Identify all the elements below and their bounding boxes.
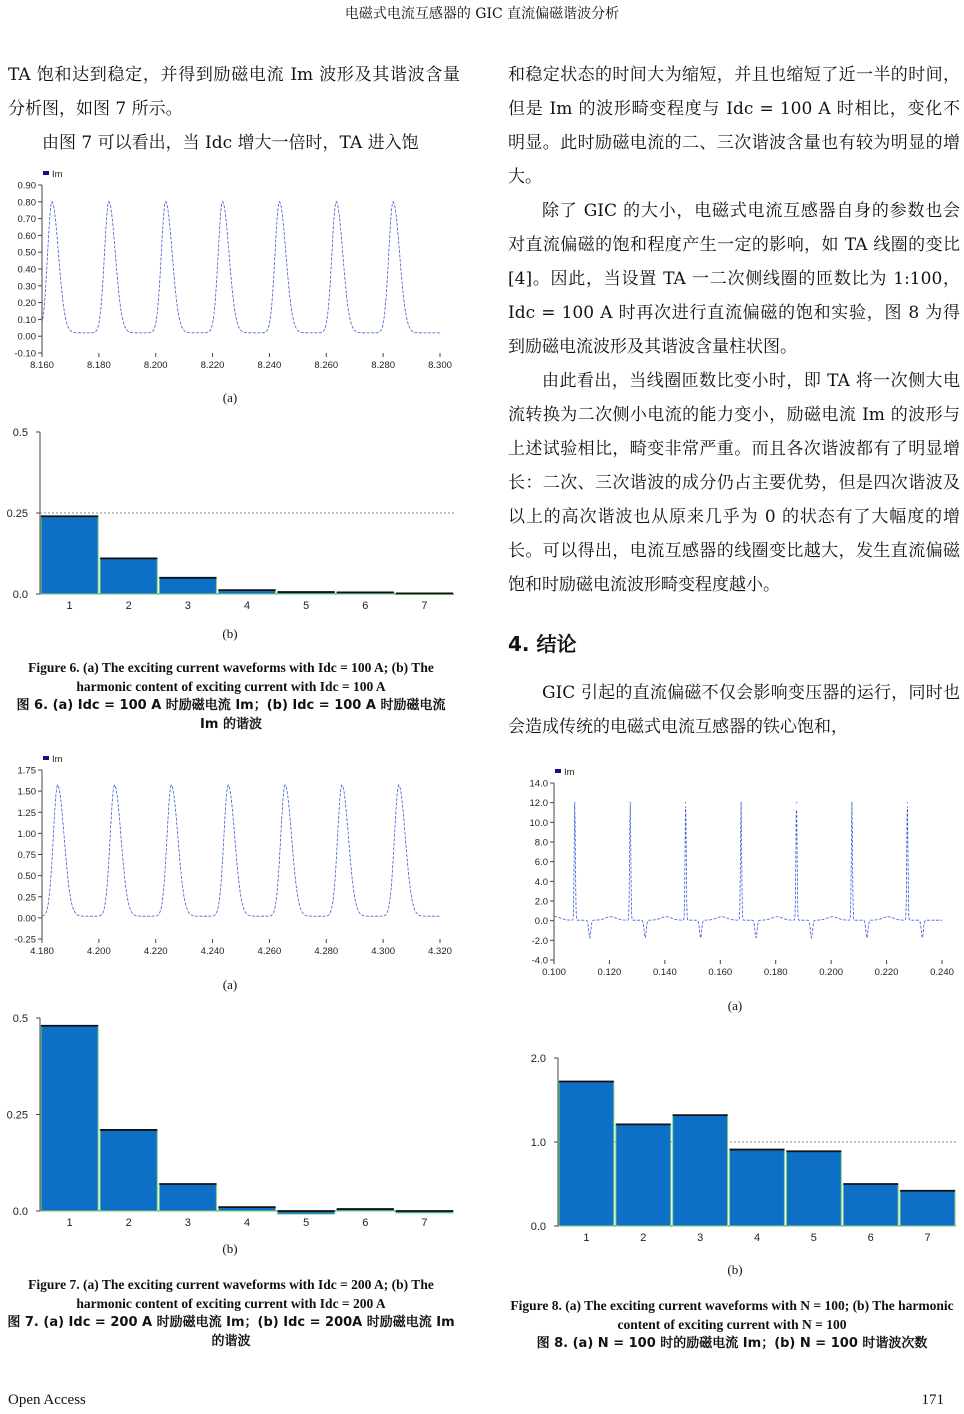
y-tick-label: 0.75 [17, 850, 36, 861]
y-tick-label: 10.0 [529, 817, 548, 829]
harmonic-bar [41, 516, 98, 594]
x-tick-label: 0.140 [652, 967, 677, 978]
legend-label: Im [564, 768, 575, 778]
x-tick-label: 4.240 [200, 946, 225, 957]
waveform-peak [114, 785, 115, 786]
x-tick-label: 3 [697, 1232, 704, 1244]
figure-8b-label: (b) [727, 1262, 743, 1277]
y-tick-label: -4.0 [531, 955, 548, 967]
figure-7-caption-zh: 图 7. (a) Idc = 200 A 时励磁电流 Im；(b) Idc = 200A 时励磁电流 Im 的谐波 [7, 1315, 455, 1349]
x-tick-label: 1 [66, 600, 73, 612]
y-tick-label: 2.0 [530, 1053, 546, 1065]
waveform-peak [51, 201, 52, 202]
waveform-peak [392, 201, 393, 202]
figure-6-caption-zh: 图 6. (a) Idc = 100 A 时励磁电流 Im；(b) Idc = 100 A 时励磁电流 Im 的谐波 [16, 698, 446, 732]
y-tick-label: 0.20 [17, 298, 36, 310]
waveform-peak [222, 201, 223, 202]
x-tick-label: 0.220 [874, 967, 899, 978]
y-tick-label: -0.10 [14, 348, 36, 360]
y-tick-label: 0.40 [17, 264, 36, 276]
right-paragraph-2: 除了 GIC 的大小，电磁式电流互感器自身的参数也会对直流偏磁的饱和程度产生一定的影响，如 TA 线圈的变比[4]。因此，当设置 TA 一二次侧线圈的匝数比为 1:100，Idc = 100 A 时再次进行直流偏磁的饱和实验，图 8 为得到励磁电流波形及其谐波含量柱状图。 [508, 201, 960, 357]
footer-page-number: 171 [921, 1392, 944, 1408]
figure-8b-harmonic-chart [500, 1040, 964, 1255]
x-tick-label: 8.300 [428, 360, 452, 371]
waveform-peak [685, 802, 686, 803]
y-tick-label: 8.0 [534, 837, 548, 849]
y-tick-label: 1.00 [17, 828, 36, 840]
figure-7b-label: (b) [222, 1241, 238, 1256]
y-tick-label: 1.75 [17, 765, 36, 777]
y-tick-label: 6.0 [534, 857, 548, 869]
right-text-conclusion [508, 676, 960, 744]
figure-8-caption [504, 1296, 960, 1353]
figure-6a-waveform-chart [0, 165, 470, 390]
x-tick-label: 5 [303, 600, 310, 612]
figure-8-caption-en: Figure 8. (a) The exciting current waveforms with N = 100; (b) The harmonic content of exciting current with N = 100 [510, 1298, 954, 1332]
waveform-peak [630, 802, 631, 803]
x-tick-label: 5 [303, 1217, 310, 1229]
y-tick-label: 4.0 [534, 876, 548, 888]
legend-swatch [555, 769, 561, 773]
harmonic-bar [159, 1184, 216, 1211]
harmonic-bar [159, 578, 216, 594]
y-tick-label: 0.50 [17, 871, 36, 883]
harmonic-bar [900, 1191, 955, 1226]
harmonic-bar [41, 1026, 98, 1211]
figure-6-caption [6, 658, 456, 734]
x-tick-label: 5 [810, 1232, 817, 1244]
y-tick-label: 0.60 [17, 230, 36, 242]
im-waveform-series [42, 785, 440, 916]
y-tick-label: 12.0 [529, 798, 548, 810]
y-tick-label: 2.0 [534, 896, 548, 908]
harmonic-bar [730, 1150, 785, 1226]
harmonic-bar [843, 1184, 898, 1226]
y-tick-label: 0.90 [17, 180, 36, 192]
x-tick-label: 3 [184, 1217, 191, 1229]
y-tick-label: 1.50 [17, 786, 36, 798]
x-tick-label: 0.120 [597, 967, 622, 978]
y-tick-label: 0.25 [6, 1109, 28, 1122]
x-tick-label: 3 [184, 600, 191, 612]
waveform-peak [279, 201, 280, 202]
x-tick-label: 8.200 [143, 360, 168, 371]
figure-6b-label: (b) [222, 626, 238, 641]
footer-open-access: Open Access [8, 1392, 86, 1408]
y-tick-label: -2.0 [531, 935, 548, 947]
x-tick-label: 4.200 [86, 946, 111, 957]
waveform-peak [165, 201, 166, 202]
x-tick-label: 2 [125, 1217, 132, 1229]
x-tick-label: 1 [66, 1217, 73, 1229]
x-tick-label: 4.220 [143, 946, 168, 957]
figure-6b-harmonic-chart [0, 418, 470, 618]
right-paragraph-4: GIC 引起的直流偏磁不仅会影响变压器的运行，同时也会造成传统的电磁式电流互感器的铁心饱和， [508, 683, 960, 737]
x-tick-label: 4.300 [371, 946, 396, 957]
y-tick-label: 0.70 [17, 214, 36, 226]
waveform-peak [336, 201, 337, 202]
y-tick-label: 0.5 [12, 427, 28, 439]
x-tick-label: 8.240 [257, 360, 282, 371]
right-paragraph-3: 由此看出，当线圈匝数比变小时，即 TA 将一次侧大电流转换为二次侧小电流的能力变小，励磁电流 Im 的波形与上述试验相比，畸变非常严重。而且各次谐波都有了明显增长：二次、三次谐波的成分仍占主要优势，但是四次谐波及以上的高次谐波也从原来几乎为 0 的状态有了大幅度的增长。可以得出，电流互感器的线圈变比越大，发生直流偏磁饱和时励磁电流波形畸变程度越小。 [508, 371, 960, 595]
y-tick-label: 0.0 [12, 589, 28, 601]
x-tick-label: 7 [924, 1232, 931, 1244]
x-tick-label: 1 [583, 1232, 590, 1244]
waveform-peak [341, 785, 342, 786]
left-paragraph-1: TA 饱和达到稳定，并得到励磁电流 Im 波形及其谐波含量分析图，如图 7 所示。 [8, 65, 460, 119]
y-tick-label: 14.0 [529, 778, 548, 790]
waveform-peak [796, 802, 797, 803]
y-tick-label: 0.00 [17, 331, 36, 343]
waveform-peak [851, 802, 852, 803]
waveform-peak [108, 201, 109, 202]
legend-swatch [43, 171, 49, 175]
legend-label: Im [52, 169, 63, 180]
x-tick-label: 4 [753, 1232, 761, 1244]
x-tick-label: 0.200 [819, 967, 844, 978]
x-tick-label: 7 [421, 1217, 428, 1229]
y-tick-label: 0.0 [530, 1221, 546, 1233]
x-tick-label: 2 [640, 1232, 647, 1244]
waveform-peak [171, 785, 172, 786]
waveform-peak [907, 802, 908, 803]
y-tick-label: 0.25 [17, 892, 36, 904]
x-tick-label: 4 [243, 600, 251, 612]
x-tick-label: 7 [421, 600, 428, 612]
figure-7b-harmonic-chart [0, 1005, 470, 1235]
y-tick-label: 1.0 [530, 1137, 546, 1149]
figure-7a-waveform-chart [0, 752, 470, 974]
y-tick-label: -0.25 [14, 934, 36, 946]
x-tick-label: 8.180 [86, 360, 111, 371]
figure-6a-label: (a) [222, 390, 238, 405]
im-waveform-series [554, 802, 942, 938]
harmonic-bar [100, 1130, 157, 1211]
figure-6-caption-en: Figure 6. (a) The exciting current waveforms with Idc = 100 A; (b) The harmonic content of exciting current with Idc = 100 A [28, 660, 434, 694]
y-tick-label: 0.80 [17, 197, 36, 209]
harmonic-bar [559, 1082, 614, 1226]
left-paragraph-2: 由图 7 可以看出，当 Idc 增大一倍时，TA 进入饱 [42, 133, 419, 153]
x-tick-label: 0.160 [708, 967, 733, 978]
x-tick-label: 4.320 [428, 946, 452, 957]
waveform-peak [398, 785, 399, 786]
y-tick-label: 0.10 [17, 314, 36, 326]
figure-7a-label: (a) [222, 977, 238, 992]
x-tick-label: 0.180 [763, 967, 788, 978]
y-tick-label: 0.5 [12, 1013, 28, 1025]
x-tick-label: 8.220 [200, 360, 225, 371]
right-paragraph-1: 和稳定状态的时间大为缩短，并且也缩短了近一半的时间，但是 Im 的波形畸变程度与 Idc = 100 A 时相比，变化不明显。此时励磁电流的二、三次谐波含量也有较为明显的增大。 [508, 65, 960, 187]
harmonic-bar [100, 558, 157, 594]
waveform-peak [228, 785, 229, 786]
left-text-top [8, 58, 460, 160]
y-tick-label: 0.50 [17, 247, 36, 259]
x-tick-label: 0.240 [930, 967, 954, 978]
x-tick-label: 8.160 [30, 360, 54, 371]
running-header: 电磁式电流互感器的 GIC 直流偏磁谐波分析 [344, 6, 620, 22]
x-tick-label: 4 [243, 1217, 251, 1229]
legend-label: Im [52, 754, 63, 765]
waveform-peak [740, 802, 741, 803]
harmonic-bar [616, 1124, 671, 1226]
im-waveform-series [42, 202, 440, 333]
figure-7-caption-en: Figure 7. (a) The exciting current waveforms with Idc = 200 A; (b) The harmonic content of exciting current with Idc = 200 A [28, 1277, 434, 1311]
waveform-peak [284, 785, 285, 786]
x-tick-label: 4.260 [257, 946, 282, 957]
section-heading-conclusion: 4. 结论 [508, 632, 577, 656]
waveform-peak [574, 802, 575, 803]
right-text-top [508, 58, 960, 602]
legend-swatch [43, 756, 49, 760]
x-tick-label: 2 [125, 600, 132, 612]
x-tick-label: 4.180 [30, 946, 54, 957]
y-tick-label: 0.0 [12, 1206, 28, 1218]
x-tick-label: 0.100 [542, 967, 566, 978]
figure-8a-label: (a) [727, 998, 743, 1013]
x-tick-label: 6 [362, 1217, 369, 1229]
y-tick-label: 0.30 [17, 281, 36, 293]
y-tick-label: 1.25 [17, 807, 36, 819]
figure-8-caption-zh: 图 8. (a) N = 100 时的励磁电流 Im；(b) N = 100 时谐波次数 [536, 1336, 928, 1351]
x-tick-label: 6 [867, 1232, 874, 1244]
y-tick-label: 0.25 [6, 508, 28, 520]
x-tick-label: 6 [362, 600, 369, 612]
harmonic-bar [673, 1115, 728, 1226]
waveform-peak [57, 785, 58, 786]
y-tick-label: 0.00 [17, 913, 36, 925]
figure-8a-waveform-chart [500, 768, 964, 993]
harmonic-bar [786, 1151, 841, 1226]
figure-7-caption [6, 1275, 456, 1351]
x-tick-label: 8.280 [371, 360, 396, 371]
y-tick-label: 0.0 [534, 916, 548, 928]
x-tick-label: 4.280 [314, 946, 339, 957]
x-tick-label: 8.260 [314, 360, 339, 371]
